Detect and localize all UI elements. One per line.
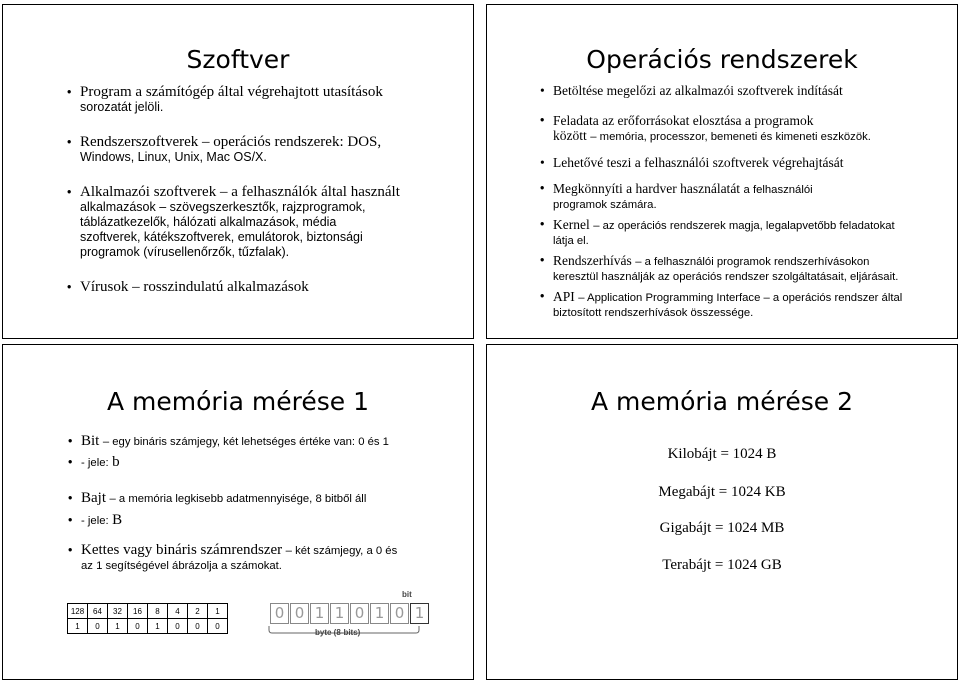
bullet-icon: •	[540, 253, 545, 267]
bit-value-cell: 0	[208, 619, 228, 634]
bullet-icon: •	[68, 543, 73, 557]
bit-value-cell: 1	[68, 619, 88, 634]
byte-digit: 0	[350, 603, 369, 624]
place-value-cell: 2	[188, 604, 208, 619]
bullet-binary: • Kettes vagy bináris számrendszer – két számjegy, a 0 és az 1 segítségével ábrázolja a számokat.	[68, 542, 398, 572]
bullet-kernel: • Kernel – az operációs rendszerek magja, legalapvetőbb feladatokat látja el.	[540, 217, 895, 247]
bit-value-cell: 1	[148, 619, 168, 634]
byte-digit: 1	[310, 603, 329, 624]
bit-value-cell: 0	[188, 619, 208, 634]
bullet-icon: •	[540, 155, 545, 170]
unit-megabyte: Megabájt = 1024 KB	[658, 484, 786, 500]
place-value-cell: 32	[108, 604, 128, 619]
place-value-cell: 16	[128, 604, 148, 619]
bullet-icon: •	[67, 185, 72, 199]
bullet-boot: • Betöltése megelőzi az alkalmazói szoftverek indítását	[540, 83, 843, 98]
bit-label: bit	[402, 590, 412, 599]
slide-memory-1	[2, 344, 474, 680]
binary-place-table	[67, 603, 228, 634]
bullet-resources: • Feladata az erőforrásokat elosztása a programok között – memória, processzor, bemeneti és kimeneti eszközök.	[540, 113, 871, 143]
bullet-program: • Program a számítógép által végrehajtott utasítások sorozatát jelöli.	[67, 84, 383, 114]
place-value-cell: 4	[168, 604, 188, 619]
bullet-icon: •	[67, 280, 72, 294]
bullet-api: • API – Application Programming Interface – a operációs rendszer által biztosított rendszerhívások összessége.	[540, 289, 903, 319]
bullet-application-software: • Alkalmazói szoftverek – a felhasználók által használt alkalmazások – szövegszerkesztők, rajzprogramok, táblázatkezelők, hálózati alkalmazások, média szoftverek, kátékszoftverek, emulátorok, biztonsági programok (vírusellenőrzők, tűzfalak).	[67, 184, 400, 259]
slide-title: A memória mérése 1	[106, 387, 370, 416]
bit-value-cell: 0	[168, 619, 188, 634]
bullet-icon: •	[540, 181, 545, 195]
slide-title: Szoftver	[186, 45, 290, 74]
bullet-execution: • Lehetővé teszi a felhasználói szoftverek végrehajtását	[540, 155, 844, 170]
bullet-icon: •	[68, 491, 73, 505]
bullet-system-call: • Rendszerhívás – a felhasználói programok rendszerhívásokon keresztül használják az operációs rendszer szolgáltatásait, eljárásait.	[540, 253, 899, 283]
place-value-cell: 64	[88, 604, 108, 619]
bit-value-cell: 1	[108, 619, 128, 634]
bit-symbol-line: • - jele: b	[68, 454, 120, 470]
unit-kilobyte: Kilobájt = 1024 B	[667, 446, 777, 462]
byte-digit: 0	[270, 603, 289, 624]
slide-operating-systems	[486, 4, 958, 339]
bullet-system-software: • Rendszerszoftverek – operációs rendszerek: DOS, Windows, Linux, Unix, Mac OS/X.	[67, 134, 382, 164]
slide-memory-2	[486, 344, 958, 680]
slide-title: A memória mérése 2	[590, 387, 854, 416]
byte-diagram	[270, 603, 430, 624]
bit-value-cell: 0	[128, 619, 148, 634]
byte-symbol-line: • - jele: B	[68, 512, 123, 528]
bullet-icon: •	[67, 135, 72, 149]
place-value-cell: 1	[208, 604, 228, 619]
bit-value-cell: 0	[88, 619, 108, 634]
bullet-icon: •	[68, 513, 73, 527]
bullet-icon: •	[67, 85, 72, 99]
bullet-viruses: • Vírusok – rosszindulatú alkalmazások	[67, 279, 309, 295]
place-value-cell: 8	[148, 604, 168, 619]
slide-title: Operációs rendszerek	[586, 45, 858, 74]
byte-label: byte (8-bits)	[315, 628, 361, 637]
bullet-icon: •	[540, 217, 545, 231]
slide-software	[2, 4, 474, 339]
bullet-byte: • Bajt – a memória legkisebb adatmennyisége, 8 bitből áll	[68, 490, 367, 506]
bullet-icon: •	[540, 113, 545, 127]
bullet-bit: • Bit – egy bináris számjegy, két lehetséges értéke van: 0 és 1	[68, 433, 389, 449]
bit-value-row	[68, 619, 228, 634]
bullet-icon: •	[68, 455, 73, 469]
byte-digit: 1	[410, 603, 429, 624]
bullet-icon: •	[540, 289, 545, 303]
byte-digit: 0	[290, 603, 309, 624]
place-value-row	[68, 604, 228, 619]
bullet-icon: •	[68, 434, 73, 448]
bullet-icon: •	[540, 83, 545, 98]
byte-digit: 1	[370, 603, 389, 624]
unit-gigabyte: Gigabájt = 1024 MB	[659, 520, 785, 536]
unit-terabyte: Terabájt = 1024 GB	[662, 557, 782, 573]
byte-digit: 0	[390, 603, 409, 624]
bullet-hardware: • Megkönnyíti a hardver használatát a felhasználói programok számára.	[540, 181, 813, 211]
place-value-cell: 128	[68, 604, 88, 619]
byte-digit: 1	[330, 603, 349, 624]
